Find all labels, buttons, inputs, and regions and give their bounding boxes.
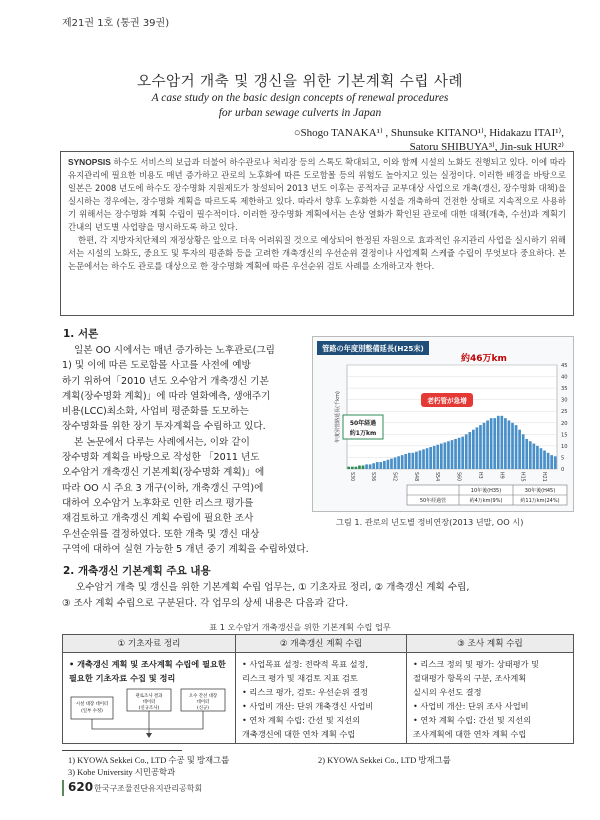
chart-bar — [365, 464, 368, 469]
chart-bar — [476, 427, 479, 469]
chart-inset-table-header: 30年後(H45) — [524, 488, 556, 494]
footnote-3: 3) Kobe University 시민공학과 — [68, 768, 176, 777]
chart-bar — [440, 444, 443, 469]
table1-header-basic-data: ① 기초자료 정리 — [63, 635, 235, 653]
diagram-label-2c: (신규조사) — [138, 706, 160, 711]
chart-bar — [525, 439, 528, 469]
section1-line: 대하여 오수암거 노후화로 인한 리스크 평가를 — [62, 497, 254, 509]
chart-y-tick-label: 10 — [561, 443, 568, 450]
chart-bar — [483, 423, 486, 469]
chart-bar — [404, 454, 407, 469]
figure1-chart — [312, 336, 574, 512]
chart-bar — [515, 425, 518, 469]
chart-callout-50-years: 50年経過 — [349, 420, 377, 427]
chart-y-tick-label: 15 — [561, 432, 568, 439]
chart-inset-table-header: 10年後(H35) — [470, 488, 502, 494]
chart-bar — [508, 420, 511, 469]
authors-line1: ○Shogo TANAKA¹⁾ , Shunsuke KITANO¹⁾, Hidakazu ITAI¹⁾, — [293, 127, 564, 139]
section1-line: 오수암거 개축갱신 기본계획(장수명화 계획)」에 — [62, 467, 265, 479]
diagram-box-facility-ledger — [71, 697, 113, 719]
chart-bar — [522, 434, 525, 469]
table1-col2-line4: • 사업비 개산: 단위 개축갱신 사업비 — [242, 701, 374, 711]
synopsis-box — [60, 151, 574, 316]
section1-line: 장수명화를 위한 장기 투자계획을 수립하고 있다. — [62, 421, 266, 433]
section2-line2: ③ 조사 계획 수립으로 구분된다. 각 업무의 상세 내용은 다음과 같다. — [62, 598, 349, 609]
chart-bar — [490, 418, 493, 469]
chart-bar — [550, 455, 553, 469]
table1-data-flow-diagram — [69, 687, 229, 739]
section1-line: 우선순위를 결정하였다. 또한 개축 및 갱신 대상 — [62, 528, 260, 540]
chart-bar — [554, 456, 557, 469]
paper-title-english-line1: A case study on the basic design concepts of renewal procedures — [151, 92, 449, 104]
chart-bar — [468, 432, 471, 469]
chart-bar — [479, 425, 482, 469]
table1-col2-line3: • 리스크 평가, 검토: 우선순위 결정 — [242, 687, 369, 697]
chart-bar — [397, 456, 400, 469]
table1-col3-line4: • 사업비 개산: 단위 조사 사업비 — [413, 701, 529, 711]
chart-y-tick-label: 0 — [561, 467, 565, 473]
chart-bar — [401, 455, 404, 469]
chart-bar — [376, 462, 379, 469]
chart-bar — [451, 440, 454, 469]
paper-title-english-line2: for urban sewage culverts in Japan — [218, 107, 382, 119]
table1-col2-line2: 리스크 평가 및 재검토 지표 검토 — [242, 673, 358, 683]
diagram-label-3a: 오수 간선 대장 — [188, 694, 218, 699]
diagram-label-3b: 데이터 — [196, 700, 210, 705]
chart-bar — [383, 461, 386, 469]
chart-x-tick-label: S42 — [391, 472, 397, 482]
diagram-arrowhead — [146, 733, 152, 738]
chart-y-axis-label: 年度別管路延長(千km) — [335, 391, 341, 443]
chart-bar — [419, 451, 422, 469]
chart-bar — [454, 439, 457, 469]
chart-bar — [547, 453, 550, 469]
section1-line: 계획(장수명화 계획)」에 따라 열화예측, 생애주기 — [62, 390, 271, 402]
chart-bar — [472, 430, 475, 469]
synopsis-paragraph-1 — [68, 156, 566, 234]
table1 — [62, 634, 574, 744]
chart-bar — [362, 466, 365, 469]
section1-line: 하기 위하여「2010 년도 오수암거 개축갱신 기본 — [62, 375, 269, 387]
table1-col3-line3: 실시의 우선도 결정 — [413, 687, 482, 697]
table1-col-basic-data — [63, 635, 235, 743]
paper-title-korean: 오수암거 개축 및 갱신을 위한 기본계획 수립 사례 — [137, 74, 463, 90]
table1-cell-renewal-plan — [242, 657, 402, 741]
diagram-label-2b: 데이터 — [142, 700, 156, 705]
section1-line: 본 논문에서 다루는 사례에서는, 이와 같이 — [74, 436, 250, 448]
chart-bar — [533, 444, 536, 469]
chart-bar — [536, 446, 539, 469]
table1-caption: 표 1 오수암거 개축갱신을 위한 기본계획 수립 업무 — [209, 622, 391, 632]
footnote-1: 1) KYOWA Sekkei Co., LTD 수공 및 방재그룹 — [68, 756, 230, 765]
footnote-2: 2) KYOWA Sekkei Co., LTD 방재그룹 — [318, 756, 451, 765]
table1-col3-line6: 조사계획에 대한 연차 계획 수립 — [413, 729, 527, 739]
table1-col2-line5: • 연차 계획 수립: 간선 및 지선의 — [242, 715, 361, 725]
table1-col3-line5: • 연차 계획 수립: 간선 및 지선의 — [413, 715, 532, 725]
chart-bar — [529, 441, 532, 469]
chart-bar — [408, 453, 411, 469]
chart-bar — [500, 416, 503, 469]
chart-bar — [486, 420, 489, 469]
chart-callout-50-km: 約1万km — [349, 430, 377, 437]
chart-x-tick-label: S60 — [455, 472, 461, 482]
chart-y-tick-label: 5 — [561, 455, 565, 462]
section1-line: 일본 OO 시에서는 매년 증가하는 노후관로(그림 — [74, 345, 275, 356]
chart-bar — [379, 462, 382, 469]
chart-bar — [426, 448, 429, 469]
chart-bar — [390, 459, 393, 469]
chart-x-tick-label: S48 — [412, 472, 418, 482]
chart-callout-total: 約46万km — [461, 354, 507, 364]
chart-bar — [387, 460, 390, 469]
table1-cell-survey-plan — [413, 657, 569, 741]
chart-y-tick-label: 20 — [561, 420, 568, 427]
chart-y-tick-label: 30 — [561, 397, 568, 404]
section1-line: 따라 OO 시 주요 3 개구(이하, 개축갱신 구역)에 — [62, 482, 264, 494]
table1-col2-line1: • 사업목표 설정: 전략적 목표 설정, — [242, 659, 369, 669]
synopsis-label: SYNOPSIS — [68, 157, 111, 167]
chart-bar — [543, 451, 546, 469]
section1-line: 장수명화 계획을 바탕으로 작성한 「2011 년도 — [62, 452, 260, 464]
section2-heading: 2. 개축갱신 기본계획 주요 내용 — [63, 565, 211, 577]
chart-bar — [518, 430, 521, 469]
chart-bar — [540, 448, 543, 469]
diagram-label-1b: (일부 수정) — [81, 709, 103, 714]
chart-bar — [358, 466, 361, 469]
table1-col3-line2: 절대평가 항목의 구분, 조사계획 — [413, 673, 527, 683]
chart-bar — [436, 445, 439, 469]
section1-heading: 1. 서론 — [63, 328, 99, 340]
chart-x-tick-label: H9 — [498, 472, 504, 479]
footnote-rule — [62, 750, 182, 751]
section1-line: 1) 및 이에 따른 도로함몰 사고를 사전에 예방 — [62, 360, 251, 372]
table1-header-renewal-plan: ② 개축갱신 계획 수립 — [236, 635, 406, 653]
chart-bar — [394, 457, 397, 469]
table1-col1-line1: • 개축갱신 계획 및 조사계획 수립에 필요한 — [69, 659, 226, 669]
section1-last-line: 구역에 대하여 실현 가능한 5 개년 중기 계획을 수립하였다. — [62, 544, 309, 555]
chart-x-tick-label: S36 — [370, 472, 376, 482]
synopsis-text-1: 하수도 서비스의 보급과 더불어 하수관로나 처리장 등의 스톡도 확대되고, 이와 함께 시설의 노화도 진행되고 있다. 이에 따라 유지관리에 필요한 비용도 매년 증가하고 관로의 노후화에 따른 도로함몰 등의 위험도 높아지고 있는 실정이다. 이러한 배경을 바탕으로 일본은 2008 년도에 하수도 장수명화 지원제도가 창설되어 2013 년도 이후는 공적자금 교부대상 사업으로 개축(갱신, 장수명화 대책)을 실시하는 경우에는, 장수명화 계획을 따르도록 제한하고 있다. 따라서 향후 노후화한 시설을 개축하여 건전한 상태로 지속적으로 사용하기 위해서는 장수명화 계획 수립이 필수적이다. 이러한 장수명화 계획에서는 손상 열화가 확인된 관로에 대한 대책(개축, 수선)과 계획기간내의 년도별 사업량을 명시하도록 하고 있다. — [68, 157, 566, 232]
chart-callout-aging: 老朽管が急増 — [427, 397, 467, 405]
table1-cell-basic-data — [69, 657, 231, 685]
chart-bar — [372, 463, 375, 469]
chart-bar — [504, 418, 507, 469]
page-number-bar — [62, 780, 64, 796]
chart-bar — [411, 453, 414, 469]
chart-bar — [511, 423, 514, 469]
chart-bar — [347, 467, 350, 469]
section2-line1: 오수암거 개축 및 갱신을 위한 기본계획 수립 업무는, ① 기초자료 정리, ② 개축갱신 계획 수립, — [76, 582, 470, 593]
chart-bar — [497, 416, 500, 469]
diagram-label-1a: 시설 대장 데이터 — [75, 702, 109, 707]
chart-bar — [422, 449, 425, 469]
journal-name: 한국구조물진단유지관리공학회 — [94, 784, 203, 793]
chart-bar — [369, 464, 372, 469]
section1-paragraph — [62, 343, 308, 542]
synopsis-paragraph-2: 한편, 각 지방자치단체의 재정상황은 앞으로 더욱 어려워질 것으로 예상되어 한정된 자원으로 효과적인 유지관리 사업을 실시하기 위해서는 시설의 노화도, 중요도 및 투자의 평준화 등을 고려한 개축갱신의 우선순위 결정이나 사업계획 스케쥴 수립이 무엇보다 중요하다. 본 논문에서는 하수도 관로를 대상으로 한 장수명화 계획에 따른 우선순위 검토 사례를 소개하고자 한다. — [68, 235, 566, 271]
page-number: 620 — [68, 780, 94, 794]
chart-inset-table-value: 約11万km(24%) — [520, 498, 560, 504]
diagram-label-2a: 관로조사 결과 — [135, 694, 163, 699]
chart-inset-table-row-label: 50年経過管 — [419, 498, 447, 504]
table1-col3-line1: • 리스크 정의 및 평가: 상태평가 및 — [413, 659, 540, 669]
chart-bar — [351, 467, 354, 469]
volume-header: 제21권 1호 (통권 39권) — [62, 18, 170, 29]
chart-title: 管路の年度別整備延長(H25末) — [322, 344, 424, 353]
table1-col-renewal-plan — [236, 635, 406, 743]
figure1-caption: 그림 1. 관로의 년도별 정비연장(2013 년말, OO 시) — [336, 517, 524, 527]
chart-bar — [415, 452, 418, 469]
chart-x-tick-label: H21 — [540, 472, 546, 482]
chart-bar — [355, 467, 358, 469]
table1-header-survey-plan: ③ 조사 계획 수립 — [407, 635, 573, 653]
section1-line: 비용(LCC)최소화, 사업비 평준화를 도모하는 — [62, 406, 249, 418]
chart-bar — [493, 418, 496, 469]
chart-x-tick-label: S54 — [434, 472, 440, 482]
chart-bar — [461, 437, 464, 469]
chart-bar — [465, 434, 468, 469]
chart-bar — [444, 442, 447, 469]
section1-line: 재검토하고 개축갱신 계획 수립에 필요한 조사 — [62, 513, 254, 525]
chart-x-tick-label: S30 — [348, 472, 354, 482]
table1-col-survey-plan — [407, 635, 573, 743]
authors-line2: Satoru SHIBUYA³⁾, Jin-suk HUR²⁾ — [409, 141, 564, 153]
chart-bar — [433, 446, 436, 469]
chart-bar — [458, 438, 461, 469]
chart-x-tick-label: H3 — [476, 472, 482, 479]
chart-bar — [429, 447, 432, 469]
table1-col1-line2: 필요한 기초자료 수집 및 정리 — [69, 673, 176, 683]
chart-y-tick-label: 40 — [561, 374, 568, 381]
table1-col2-line6: 개축갱신에 대한 연차 계획 수립 — [242, 729, 356, 739]
diagram-label-3c: (신규) — [197, 706, 209, 711]
chart-x-tick-label: H15 — [519, 472, 525, 482]
chart-y-tick-label: 45 — [561, 363, 568, 369]
chart-y-tick-label: 35 — [561, 386, 568, 393]
chart-bar — [447, 441, 450, 469]
figure1-chart-svg — [313, 337, 575, 513]
chart-y-tick-label: 25 — [561, 409, 568, 416]
chart-inset-table-value: 約4万km(9%) — [469, 498, 503, 504]
